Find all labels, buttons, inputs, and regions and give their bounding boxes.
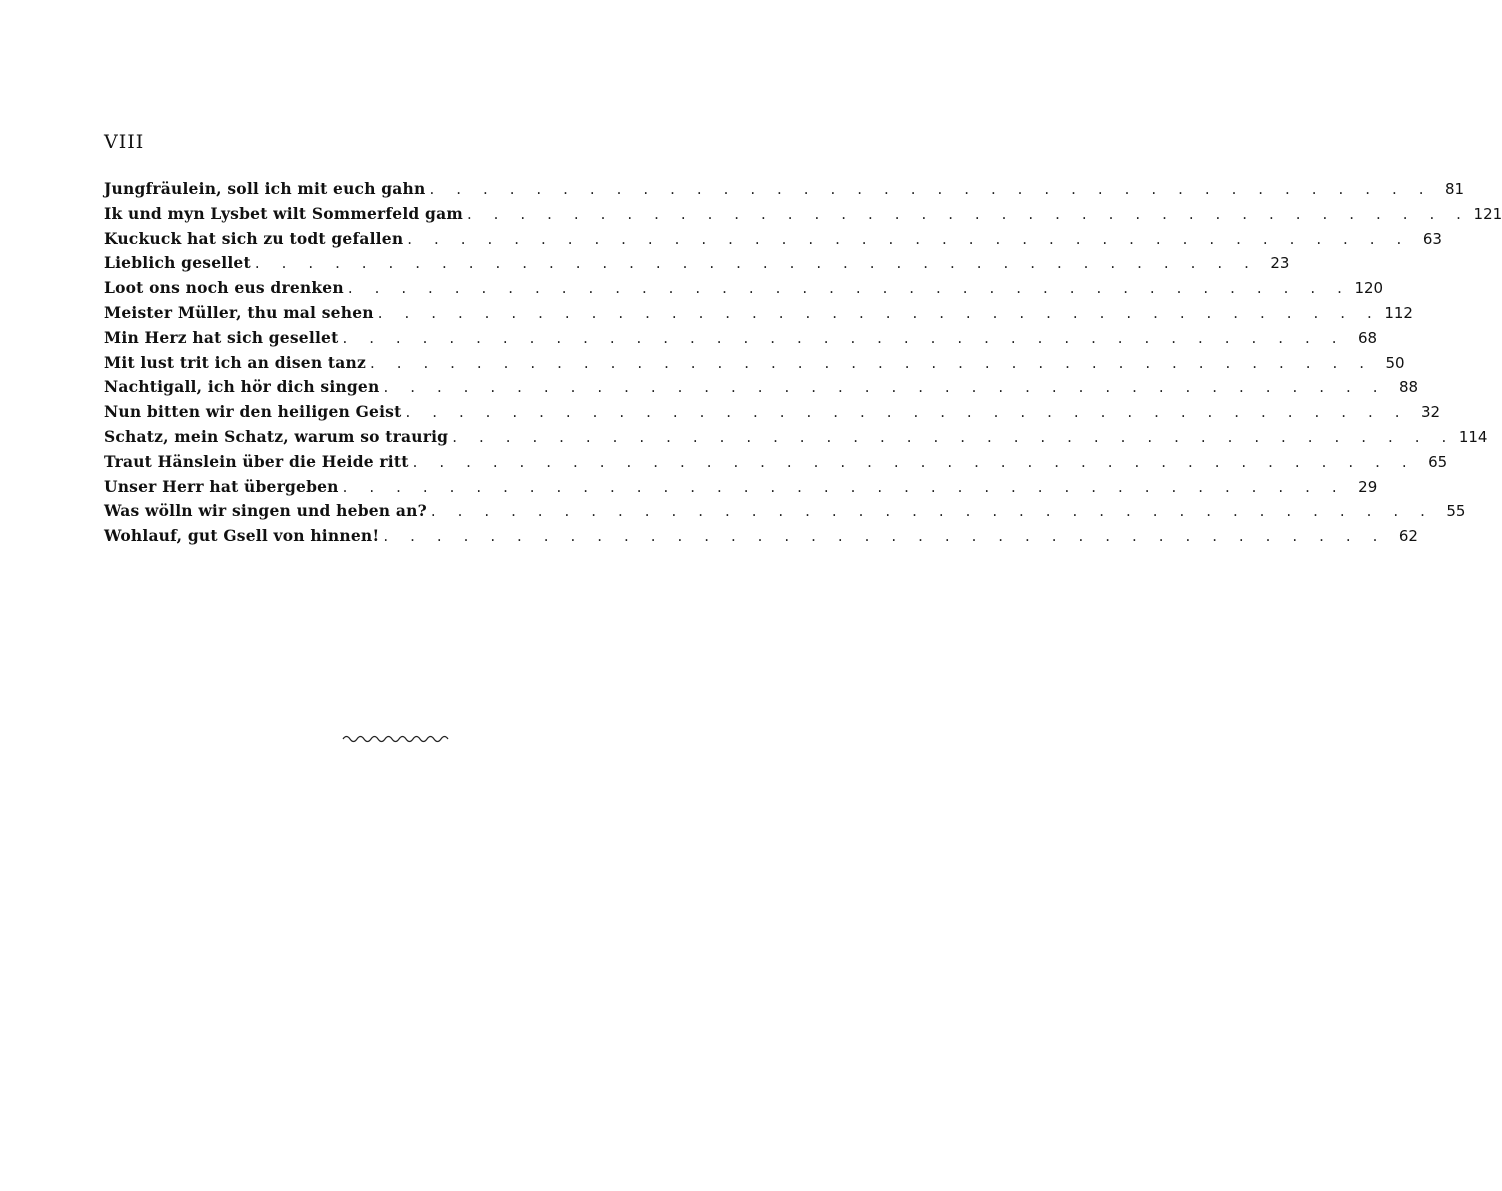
toc-entry	[104, 351, 1405, 376]
toc-entry	[104, 425, 1488, 450]
toc-entry	[104, 524, 1418, 549]
toc-entry-page-number: 23	[1270, 254, 1290, 273]
toc-dot-leader: . . . . . . . . . . . . . . . . . . . . . . . . . . . . . . . . . . . . . .	[430, 502, 1434, 521]
toc-entry-title: Lieblich gesellet	[104, 253, 251, 273]
toc-entry	[104, 251, 1290, 276]
toc-entry	[104, 499, 1466, 524]
toc-entry	[104, 202, 1502, 227]
toc-entry	[104, 177, 1465, 202]
toc-dot-leader: . . . . . . . . . . . . . . . . . . . . . . . . . . . . . . . . . . . . . .	[369, 353, 1373, 372]
toc-dot-leader: . . . . . . . . . . . . . . . . . . . . . . . . . . . . . . . . . . . . . .	[466, 204, 1470, 223]
toc-entry-title: Schatz, mein Schatz, warum so traurig	[104, 426, 449, 446]
toc-entry-title: Nun bitten wir den heiligen Geist	[104, 402, 402, 422]
toc-entry-page-number: 29	[1358, 477, 1378, 496]
toc-dot-leader: . . . . . . . . . . . . . . . . . . . . . . . . . . . . . . . . . . . . . .	[383, 527, 1386, 546]
toc-entry-title: Ik und myn Lysbet wilt Sommerfeld gam	[104, 203, 463, 223]
toc-entry-title: Nachtigall, ich hör dich singen	[104, 377, 380, 397]
toc-entry-page-number: 62	[1398, 527, 1418, 546]
toc-entry	[104, 301, 1413, 326]
toc-entry-title: Wohlauf, gut Gsell von hinnen!	[104, 526, 380, 546]
toc-entry-page-number: 68	[1357, 328, 1378, 347]
toc-entry-title: Was wölln wir singen und heben an?	[104, 501, 427, 521]
toc-entry	[104, 450, 1448, 475]
page-number: VIII	[104, 131, 145, 153]
toc-entry	[104, 276, 1384, 301]
toc-dot-leader: . . . . . . . . . . . . . . . . . . . . . . . . . . . . . . . . . . . . . .	[342, 477, 1346, 496]
toc-entry-title: Kuckuck hat sich zu todt gefallen	[104, 228, 404, 248]
toc-entry-title: Unser Herr hat übergeben	[104, 476, 339, 496]
toc-dot-leader: . . . . . . . . . . . . . . . . . . . . . . . . . . . . . . . . . . . . . .	[347, 279, 1351, 298]
toc-dot-leader: . . . . . . . . . . . . . . . . . . . . . . . . . . . . . . . . . . . . . .	[412, 452, 1416, 471]
wavy-rule-ornament	[341, 732, 453, 746]
toc-dot-leader: . . . . . . . . . . . . . . . . . . . . . . . . . . . . . . . . . . . . . .	[383, 378, 1387, 397]
toc-entry-title: Meister Müller, thu mal sehen	[104, 302, 374, 322]
toc-entry-page-number: 81	[1445, 180, 1465, 198]
toc-entry	[104, 326, 1378, 351]
toc-entry-page-number: 65	[1428, 452, 1448, 471]
toc-entry-page-number: 32	[1420, 403, 1441, 422]
toc-dot-leader: . . . . . . . . . . . . . . . . . . . . . . . . . . . . . . . . . . . . . .	[254, 254, 1258, 273]
table-of-contents	[104, 177, 1502, 549]
toc-entry	[104, 375, 1419, 400]
toc-entry-page-number: 121	[1473, 204, 1502, 223]
toc-entry-page-number: 63	[1422, 229, 1442, 248]
toc-entry-page-number: 50	[1385, 353, 1405, 372]
toc-entry-page-number: 120	[1354, 279, 1384, 298]
toc-entry	[104, 475, 1378, 500]
toc-entry-page-number: 112	[1384, 303, 1413, 322]
toc-dot-leader: . . . . . . . . . . . . . . . . . . . . . . . . . . . . . . . . . . . . . .	[377, 303, 1381, 322]
toc-dot-leader: . . . . . . . . . . . . . . . . . . . . . . . . . . . . . . . . . . . . . .	[407, 229, 1410, 248]
toc-dot-leader: . . . . . . . . . . . . . . . . . . . . . . . . . . . . . . . . . . . . . .	[452, 427, 1455, 446]
toc-entry	[104, 227, 1442, 252]
toc-dot-leader: . . . . . . . . . . . . . . . . . . . . . . . . . . . . . . . . . . . . . .	[429, 180, 1433, 198]
toc-entry-title: Loot ons noch eus drenken	[104, 278, 344, 298]
toc-entry-page-number: 55	[1446, 502, 1466, 521]
toc-entry-page-number: 114	[1458, 427, 1488, 446]
toc-entry-title: Mit lust trit ich an disen tanz	[104, 352, 366, 372]
toc-entry	[104, 400, 1441, 425]
toc-entry-title: Jungfräulein, soll ich mit euch gahn	[104, 179, 426, 198]
toc-dot-leader: . . . . . . . . . . . . . . . . . . . . . . . . . . . . . . . . . . . . . .	[342, 328, 1346, 347]
toc-dot-leader: . . . . . . . . . . . . . . . . . . . . . . . . . . . . . . . . . . . . . .	[405, 403, 1409, 422]
toc-entry-page-number: 88	[1398, 378, 1419, 397]
toc-entry-title: Traut Hänslein über die Heide ritt	[104, 451, 409, 471]
toc-entry-title: Min Herz hat sich gesellet	[104, 327, 339, 347]
